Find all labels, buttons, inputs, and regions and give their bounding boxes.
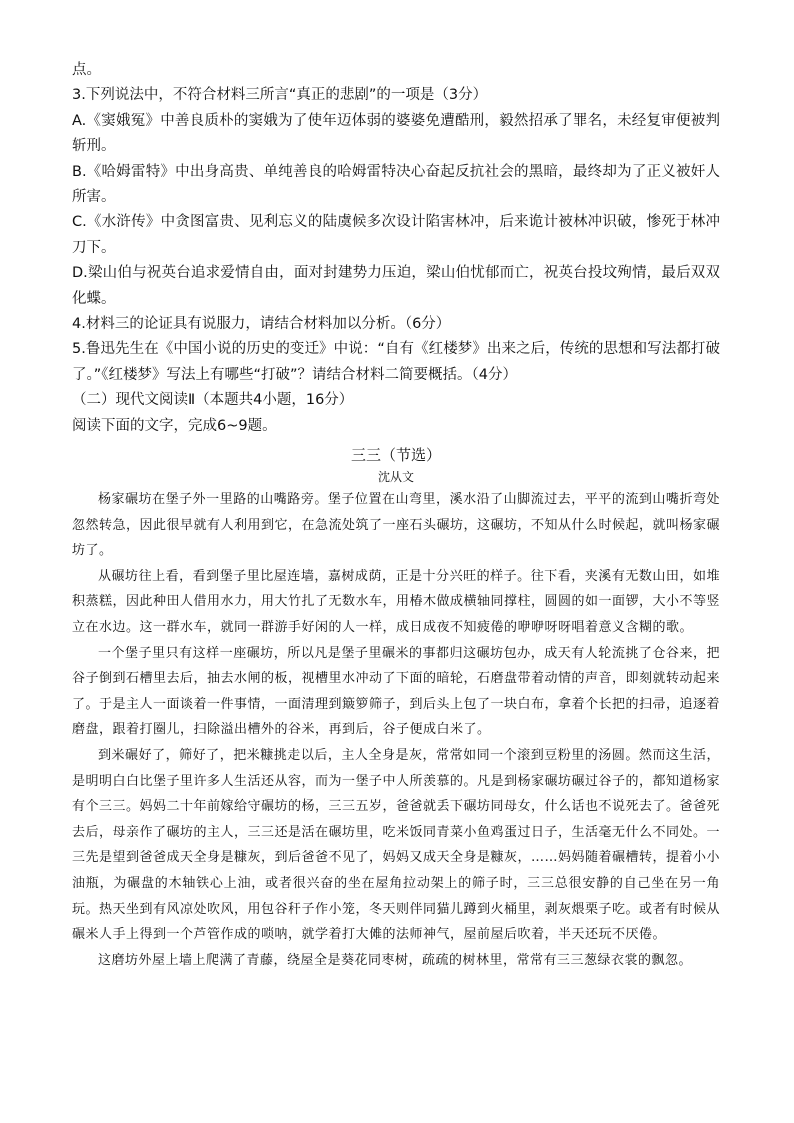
passage-paragraph-5: 这磨坊外屋上墙上爬满了青藤，绕屋全是葵花同枣树，疏疏的树林里，常常有三三葱绿衣裳的飘忽。 bbox=[98, 952, 693, 968]
document-page bbox=[72, 58, 720, 973]
question-3-option-c: C.《水浒传》中贪图富贵、见利忘义的陆虞候多次设计陷害林冲，后来诡计被林冲识破，惨死于林冲刀下。 bbox=[72, 214, 720, 256]
question-3-stem: 3.下列说法中，不符合材料三所言“真正的悲剧”的一项是（3分） bbox=[72, 87, 488, 104]
reading-instruction: 阅读下面的文字，完成6~9题。 bbox=[72, 417, 277, 434]
question-5: 5.鲁迅先生在《中国小说的历史的变迁》中说：“自有《红楼梦》出来之后，传统的思想和写法都打破了。”《红楼梦》写法上有哪些“打破”？请结合材料二简要概括。（4分） bbox=[72, 341, 720, 383]
passage-paragraph-1: 杨家碾坊在堡子外一里路的山嘴路旁。堡子位置在山弯里，溪水沿了山脚流过去，平平的流到山嘴折弯处忽然转急，因此很早就有人利用到它，在急流处筑了一座石头碾坊，这碾坊，不知从什么时候起，就叫杨家碾坊了。 bbox=[72, 492, 721, 559]
passage-title: 三三（节选） bbox=[350, 446, 441, 465]
question-3-option-d: D.梁山伯与祝英台追求爱情自由，面对封建势力压迫，梁山伯忧郁而亡，祝英台投坟殉情，最后双双化蝶。 bbox=[72, 265, 720, 307]
previous-text-tail: 点。 bbox=[72, 62, 101, 78]
question-3-option-b: B.《哈姆雷特》中出身高贵、单纯善良的哈姆雷特决心奋起反抗社会的黑暗，最终却为了正义被奸人所害。 bbox=[72, 163, 720, 206]
passage-author: 沈从文 bbox=[377, 470, 414, 485]
questions-block bbox=[72, 58, 720, 439]
question-3-option-a: A.《窦娥冤》中善良质朴的窦娥为了使年迈体弱的婆婆免遭酷刑，毅然招承了罪名，未经复审便被判斩刑。 bbox=[72, 112, 720, 155]
section-heading: （二）现代文阅读Ⅱ（本题共4小题，16分） bbox=[72, 392, 354, 409]
passage-body bbox=[72, 487, 720, 973]
question-4: 4.材料三的论证具有说服力，请结合材料加以分析。（6分） bbox=[72, 316, 451, 333]
passage-paragraph-2: 从碾坊往上看，看到堡子里比屋连墙，嘉树成荫，正是十分兴旺的样子。往下看，夹溪有无数山田，如堆积蒸糕，因此种田人借用水力，用大竹扎了无数水车，用椿木做成横轴同撑柱，圆圆的如一面锣，大小不等竖立在水边。这一群水车，就同一群游手好闲的人一样，成日成夜不知疲倦的咿咿呀呀唱着意义含糊的歌。 bbox=[72, 568, 721, 636]
passage-paragraph-4: 到米碾好了，筛好了，把米糠挑走以后，主人全身是灰，常常如同一个滚到豆粉里的汤圆。然而这生活，是明明白白比堡子里许多人生活还从容，而为一堡子中人所羡慕的。凡是到杨家碾坊碾过谷子的，都知道杨家有个三三。妈妈二十年前嫁给守碾坊的杨，三三五岁，爸爸就丢下碾坊同母女，什么话也不说死去了。爸爸死去后，母亲作了碾坊的主人，三三还是活在碾坊里，吃米饭同青菜小鱼鸡蛋过日子，生活毫无什么不同处。一三先是望到爸爸成天全身是糠灰，到后爸爸不见了，妈妈又成天全身是糠灰，……妈妈随着碾槽转，提着小小油瓶，为碾盘的木轴铁心上油，或者很兴奋的坐在屋角拉动架上的筛子时，三三总很安静的自己坐在另一角玩。热天坐到有风凉处吹风，用包谷秆子作小笼，冬天则伴同猫儿蹲到火桶里，剥灰煨栗子吃。或者有时候从碾米人手上得到一个芦管作成的唢呐，就学着打大傩的法师神气，屋前屋后吹着，半天还玩不厌倦。 bbox=[72, 748, 721, 943]
passage-paragraph-3: 一个堡子里只有这样一座碾坊，所以凡是堡子里碾米的事都归这碾坊包办，成天有人轮流挑了仓谷来，把谷子倒到石槽里去后，抽去水闸的板，视槽里水冲动了下面的暗轮，石磨盘带着动情的声音，即刻就转动起来了。于是主人一面谈着一件事情，一面清理到簸箩筛子，到后头上包了一块白布，拿着个长把的扫帚，追逐着磨盘，跟着打圈儿，扫除溢出槽外的谷米，再到后，谷子便成白米了。 bbox=[72, 645, 721, 738]
